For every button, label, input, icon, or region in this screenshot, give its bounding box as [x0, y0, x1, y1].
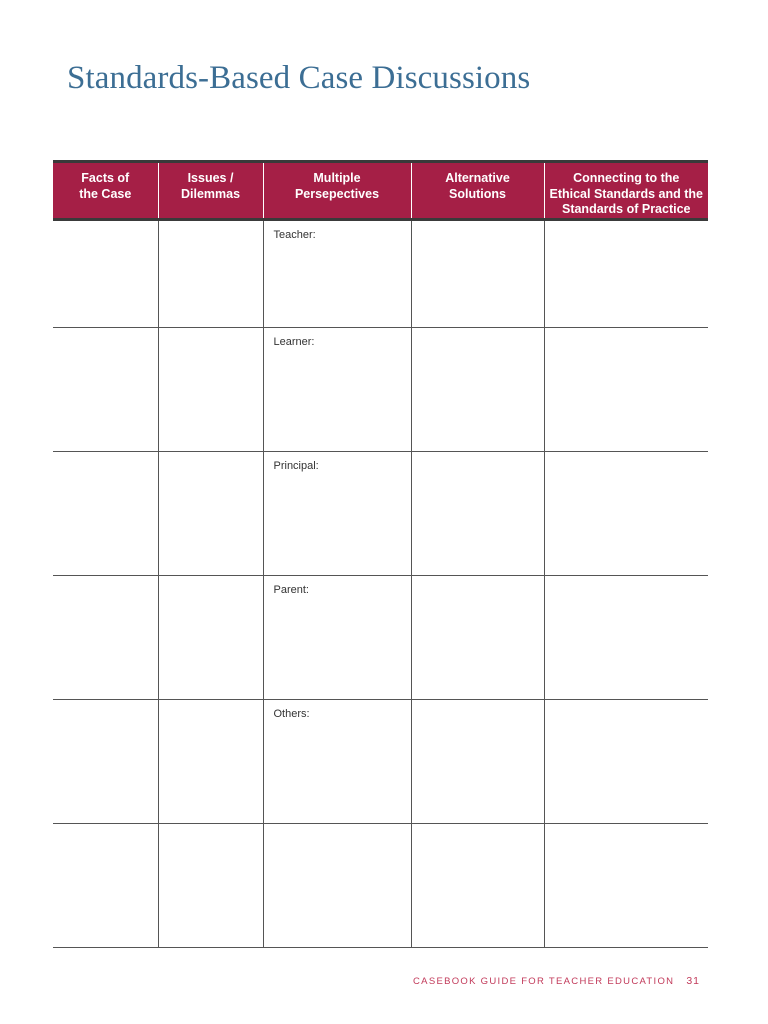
perspective-cell-principal[interactable]: Principal: [263, 451, 411, 575]
issues-cell[interactable] [158, 699, 263, 823]
page-number: 31 [686, 975, 700, 987]
standards-cell[interactable] [544, 699, 708, 823]
table-row [53, 575, 708, 699]
perspective-cell-learner[interactable]: Learner: [263, 327, 411, 451]
solutions-cell[interactable] [411, 219, 544, 327]
case-discussion-table [53, 160, 708, 948]
solutions-cell[interactable] [411, 823, 544, 947]
header-multiple-perspectives: Multiple Persepectives [263, 162, 411, 220]
issues-cell[interactable] [158, 219, 263, 327]
issues-cell[interactable] [158, 327, 263, 451]
table-row [53, 219, 708, 327]
facts-cell[interactable] [53, 823, 158, 947]
issues-cell[interactable] [158, 823, 263, 947]
perspective-cell-teacher[interactable]: Teacher: [263, 219, 411, 327]
perspective-cell-blank[interactable] [263, 823, 411, 947]
solutions-cell[interactable] [411, 575, 544, 699]
facts-cell[interactable] [53, 327, 158, 451]
standards-cell[interactable] [544, 451, 708, 575]
facts-cell[interactable] [53, 451, 158, 575]
facts-cell[interactable] [53, 219, 158, 327]
issues-cell[interactable] [158, 575, 263, 699]
standards-cell[interactable] [544, 327, 708, 451]
header-alternative-solutions: Alternative Solutions [411, 162, 544, 220]
table-row [53, 699, 708, 823]
issues-cell[interactable] [158, 451, 263, 575]
solutions-cell[interactable] [411, 699, 544, 823]
solutions-cell[interactable] [411, 451, 544, 575]
page-footer [413, 975, 700, 987]
table-row [53, 451, 708, 575]
header-facts-of-the-case: Facts of the Case [53, 162, 158, 220]
perspective-cell-others[interactable]: Others: [263, 699, 411, 823]
footer-book-title: CASEBOOK GUIDE FOR TEACHER EDUCATION [413, 976, 675, 987]
perspective-cell-parent[interactable]: Parent: [263, 575, 411, 699]
table-row [53, 327, 708, 451]
standards-cell[interactable] [544, 823, 708, 947]
header-connecting-to-standards: Connecting to the Ethical Standards and the Standards of Practice [544, 162, 708, 220]
facts-cell[interactable] [53, 699, 158, 823]
facts-cell[interactable] [53, 575, 158, 699]
solutions-cell[interactable] [411, 327, 544, 451]
standards-cell[interactable] [544, 575, 708, 699]
table-header-row [53, 162, 708, 220]
table-row [53, 823, 708, 947]
header-issues-dilemmas: Issues / Dilemmas [158, 162, 263, 220]
page-title: Standards-Based Case Discussions [67, 60, 531, 96]
standards-cell[interactable] [544, 219, 708, 327]
